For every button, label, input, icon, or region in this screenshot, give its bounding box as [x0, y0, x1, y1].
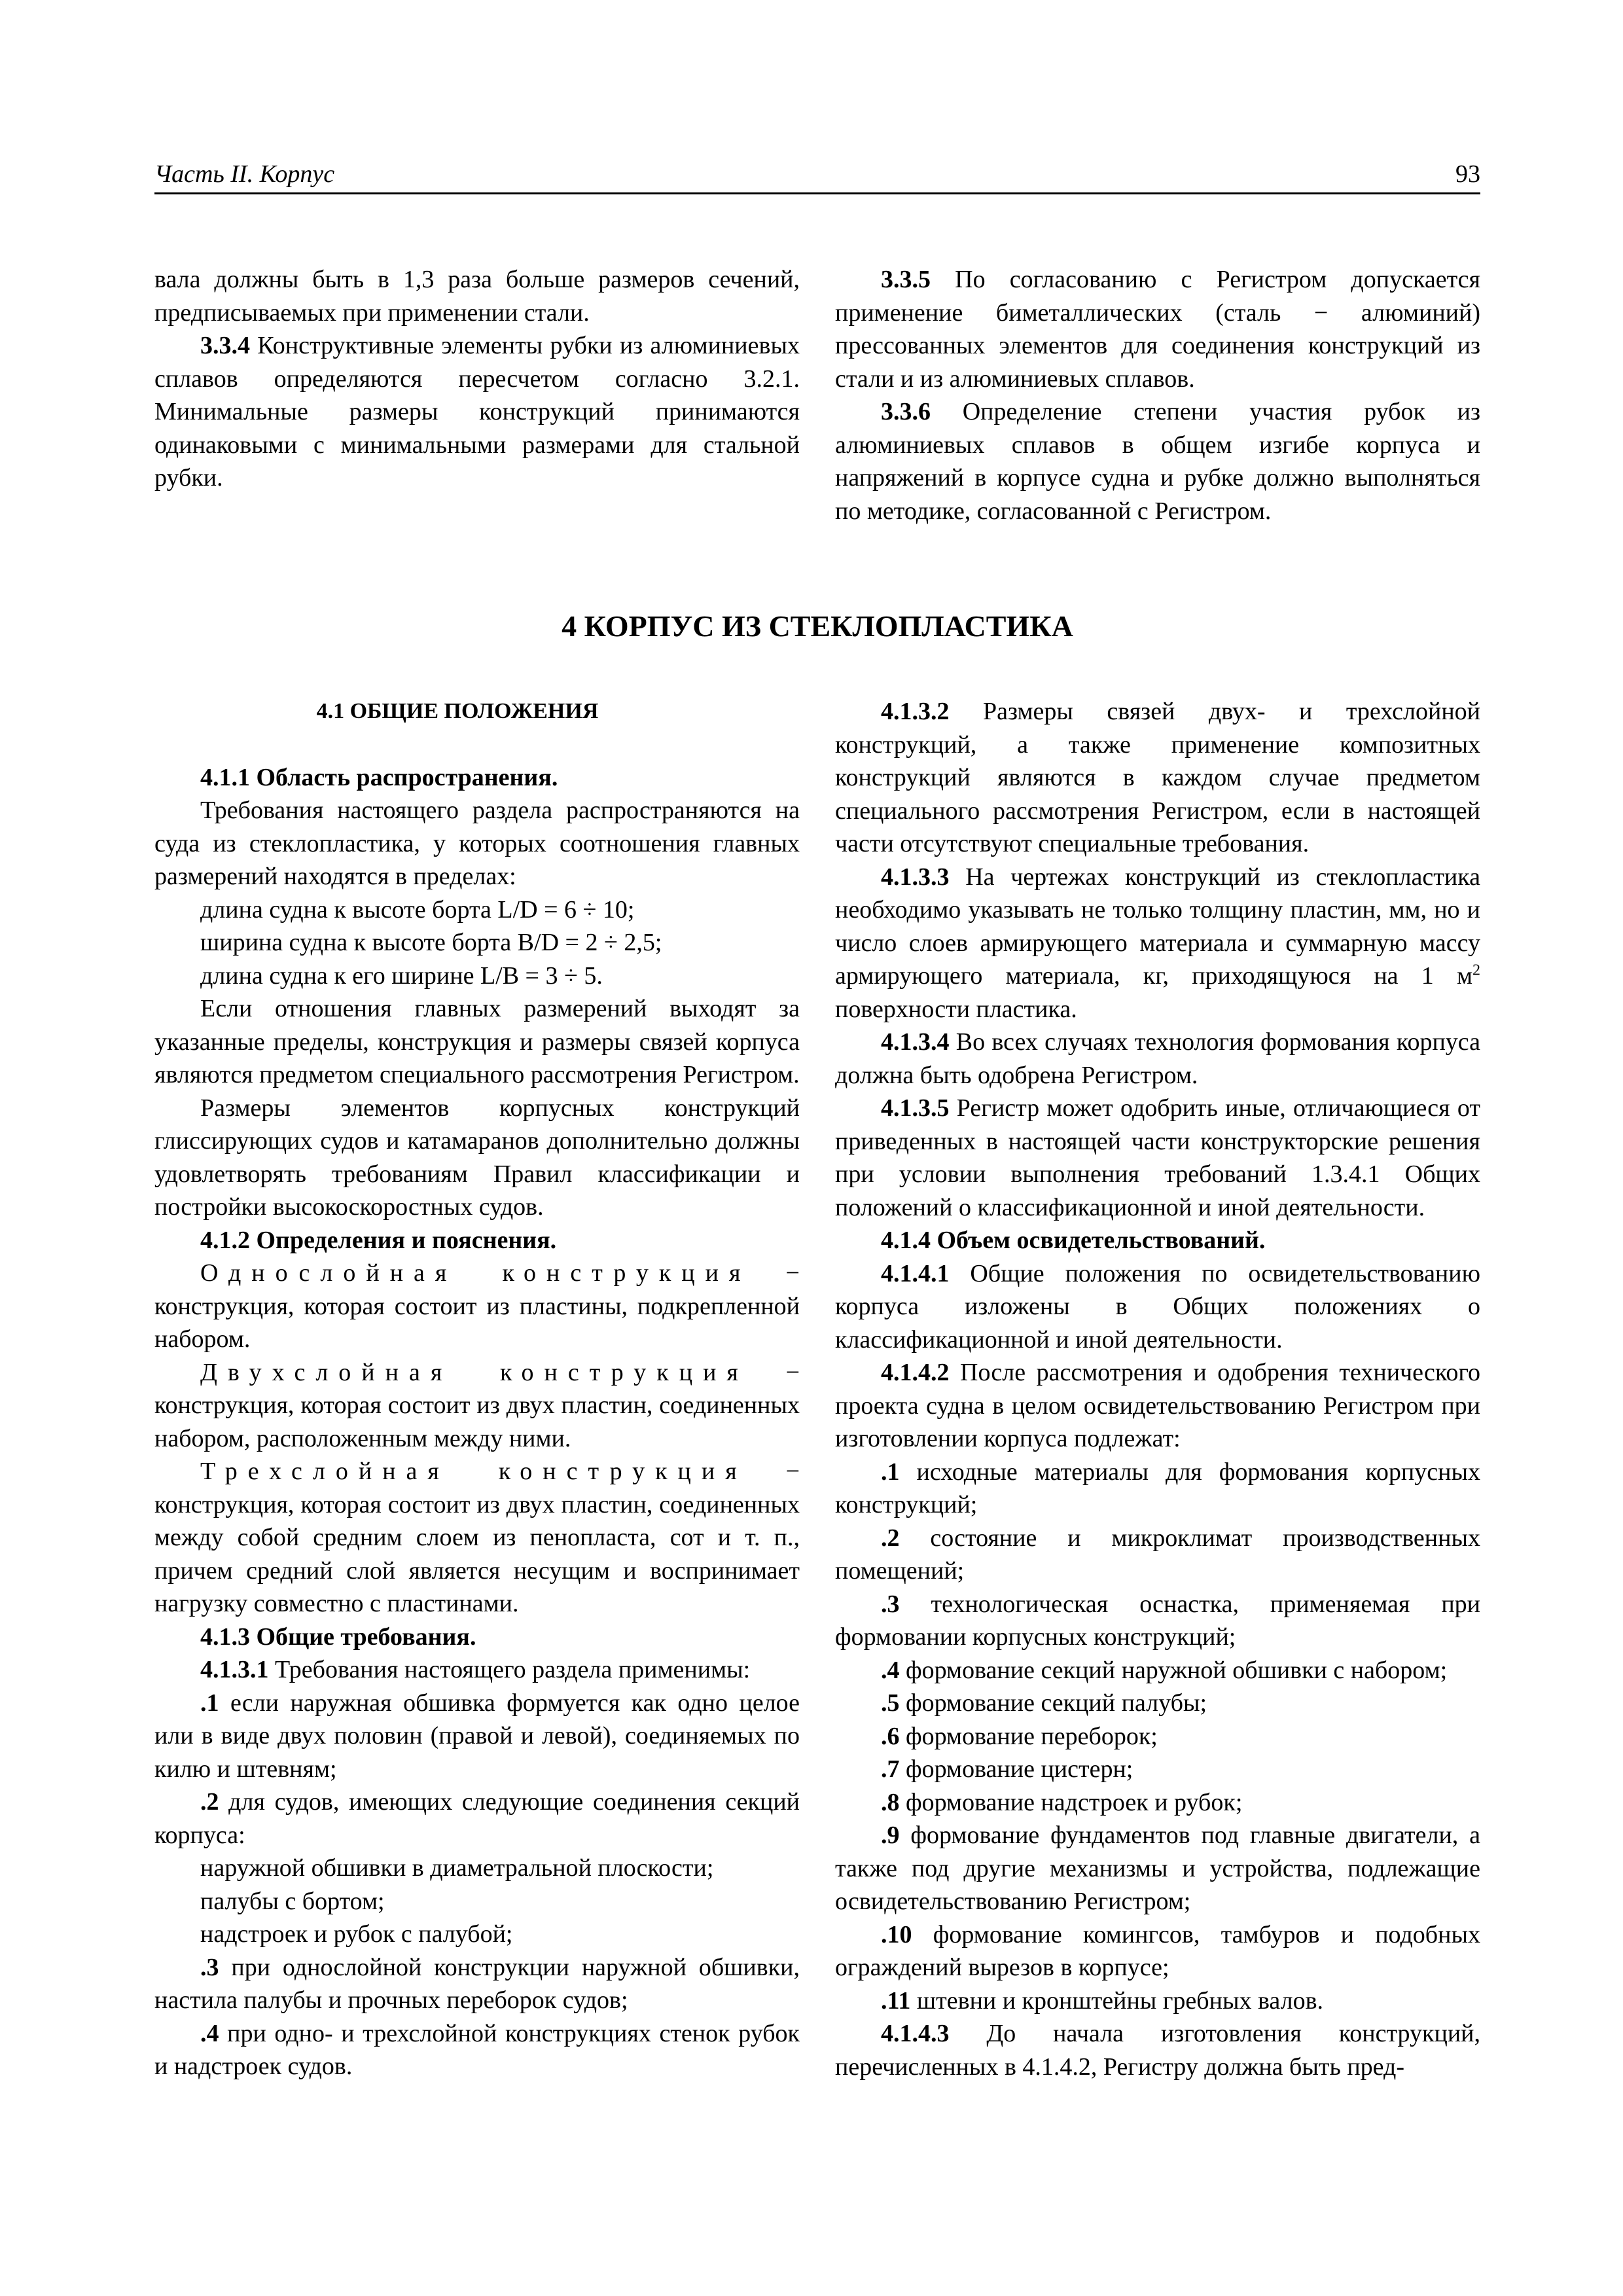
list-item: .4 формование секций наружной обшивки с набором;	[881, 1656, 1448, 1684]
sub-item: наружной обшивки в диаметральной плоскости;	[200, 1854, 714, 1882]
sub-item: надстроек и рубок с палубой;	[200, 1920, 513, 1948]
paragraph-3-3-5: 3.3.5 По согласованию с Регистром допускается применение биметаллических (сталь − алюминий) прессованных элементов для соединения конструкций из стали и из алюминиевых сплавов.	[835, 266, 1480, 393]
list-item: .1 если наружная обшивка формуется как одно целое или в виде двух половин (правой и левой), соединяемых по килю и штевням;	[154, 1689, 800, 1783]
page-number: 93	[1455, 160, 1480, 188]
list-item: .10 формование комингсов, тамбуров и подобных ограждений вырезов в корпусе;	[835, 1920, 1480, 1981]
list-item: .1 исходные материалы для формования корпусных конструкций;	[835, 1458, 1480, 1518]
right-column	[835, 695, 1480, 2083]
list-item: .3 при однослойной конструкции наружной обшивки, настила палубы и прочных переборок судов;	[154, 1953, 800, 2014]
paragraph: Если отношения главных размерений выходят за указанные пределы, конструкция и размеры связей корпуса являются предметом специального рассмотрения Регистром.	[154, 995, 800, 1088]
list-item: .9 формование фундаментов под главные двигатели, а также под другие механизмы и устройства, подлежащие освидетельствованию Регистром;	[835, 1821, 1480, 1915]
paragraph: Размеры элементов корпусных конструкций глиссирующих судов и катамаранов дополнительно должны удовлетворять требованиям Правил классификации и постройки высокоскоростных судов.	[154, 1094, 800, 1221]
heading-4-1-2: 4.1.2 Определения и пояснения.	[200, 1226, 557, 1254]
left-column	[154, 695, 800, 2083]
list-item: .4 при одно- и трехслойной конструкциях стенок рубок и надстроек судов.	[154, 2019, 800, 2080]
paragraph-4-1-4-3: 4.1.4.3 До начала изготовления конструкций, перечисленных в 4.1.4.2, Регистру должна быть пред-	[835, 2020, 1480, 2081]
paragraph-4-1-3-2: 4.1.3.2 Размеры связей двух- и трехслойной конструкций, а также применение композитных конструкций являются в каждом случае предметом специального рассмотрения Регистром, если в настоящей части отсутствуют специальные требования.	[835, 698, 1480, 857]
heading-4-1-1: 4.1.1 Область распространения.	[200, 763, 558, 791]
list-item: .11 штевни и кронштейны гребных валов.	[881, 1986, 1324, 2015]
header-rule	[154, 192, 1480, 194]
section-title: 4.1 ОБЩИЕ ПОЛОЖЕНИЯ	[316, 699, 599, 723]
list-item: .2 для судов, имеющих следующие соединения секций корпуса:	[154, 1788, 800, 1849]
paragraph: Требования настоящего раздела распространяются на суда из стеклопластика, у которых соотношения главных размерений находятся в пределах:	[154, 797, 800, 890]
paragraph-4-1-3-5: 4.1.3.5 Регистр может одобрить иные, отличающиеся от приведенных в настоящей части конструкторские решения при условии выполнения требований 1.3.4.1 Общих положений о классификационной и иной деятельности.	[835, 1094, 1480, 1221]
page-header	[154, 160, 1480, 196]
list-item: .5 формование секций палубы;	[881, 1689, 1207, 1717]
paragraph-4-1-3-3: 4.1.3.3 На чертежах конструкций из стеклопластика необходимо указывать не только толщину пластин, мм, но и число слоев армирующего материала и суммарную массу армирующего материала, кг, приходящуюся на 1 $м^2$ поверхности пластика.	[835, 863, 1480, 1023]
definition-double-layer: Двухслойная конструкция − конструкция, которая состоит из двух пластин, соединенных набором, расположенным между ними.	[154, 1358, 800, 1452]
list-item: .8 формование надстроек и рубок;	[881, 1788, 1243, 1816]
list-item: .7 формование цистерн;	[881, 1755, 1133, 1783]
chapter-title: 4 КОРПУС ИЗ СТЕКЛОПЛАСТИКА	[562, 609, 1073, 643]
paragraph-4-1-4-1: 4.1.4.1 Общие положения по освидетельствованию корпуса изложены в Общих положениях о классификационной и иной деятельности.	[835, 1259, 1480, 1354]
list-item: .6 формование переборок;	[881, 1722, 1158, 1750]
ratio-item: ширина судна к высоте борта B/D = 2 ÷ 2,5;	[200, 929, 662, 956]
paragraph-4-1-3-1: 4.1.3.1 Требования настоящего раздела применимы:	[200, 1656, 751, 1683]
heading-4-1-3: 4.1.3 Общие требования.	[200, 1623, 476, 1651]
paragraph: вала должны быть в 1,3 раза больше размеров сечений, предписываемых при применении стали.	[154, 266, 800, 327]
top-right-column	[835, 263, 1480, 528]
sub-item: палубы с бортом;	[200, 1887, 385, 1915]
heading-4-1-4: 4.1.4 Объем освидетельствований.	[881, 1227, 1266, 1254]
definition-single-layer: Однослойная конструкция − конструкция, которая состоит из пластины, подкрепленной набором.	[154, 1259, 800, 1353]
ratio-item: длина судна к его ширине L/B = 3 ÷ 5.	[200, 961, 603, 990]
running-title: Часть II. Корпус	[154, 160, 335, 188]
ratio-item: длина судна к высоте борта L/D = 6 ÷ 10;	[200, 895, 635, 924]
paragraph-3-3-6: 3.3.6 Определение степени участия рубок из алюминиевых сплавов в общем изгибе корпуса и напряжений в корпусе судна и рубке должно выполняться по методике, согласованной с Регистром.	[835, 398, 1480, 525]
list-item: .2 состояние и микроклимат производственных помещений;	[835, 1524, 1480, 1585]
paragraph-4-1-4-2: 4.1.4.2 После рассмотрения и одобрения технического проекта судна в целом освидетельствованию Регистром при изготовлении корпуса подлежат:	[835, 1359, 1480, 1452]
paragraph-3-3-4: 3.3.4 Конструктивные элементы рубки из алюминиевых сплавов определяются пересчетом согласно 3.2.1. Минимальные размеры конструкций принимаются одинаковыми с минимальными размерами для стальной рубки.	[154, 332, 800, 492]
list-item: .3 технологическая оснастка, применяемая при формовании корпусных конструкций;	[835, 1590, 1480, 1651]
paragraph-4-1-3-4: 4.1.3.4 Во всех случаях технология формования корпуса должна быть одобрена Регистром.	[835, 1028, 1480, 1089]
definition-triple-layer: Трехслойная конструкция − конструкция, которая состоит из двух пластин, соединенных между собой средним слоем из пенопласта, сот и т. п., причем средний слой является несущим и воспринимает нагрузку совместно с пластинами.	[154, 1458, 800, 1617]
top-left-column	[154, 263, 800, 495]
